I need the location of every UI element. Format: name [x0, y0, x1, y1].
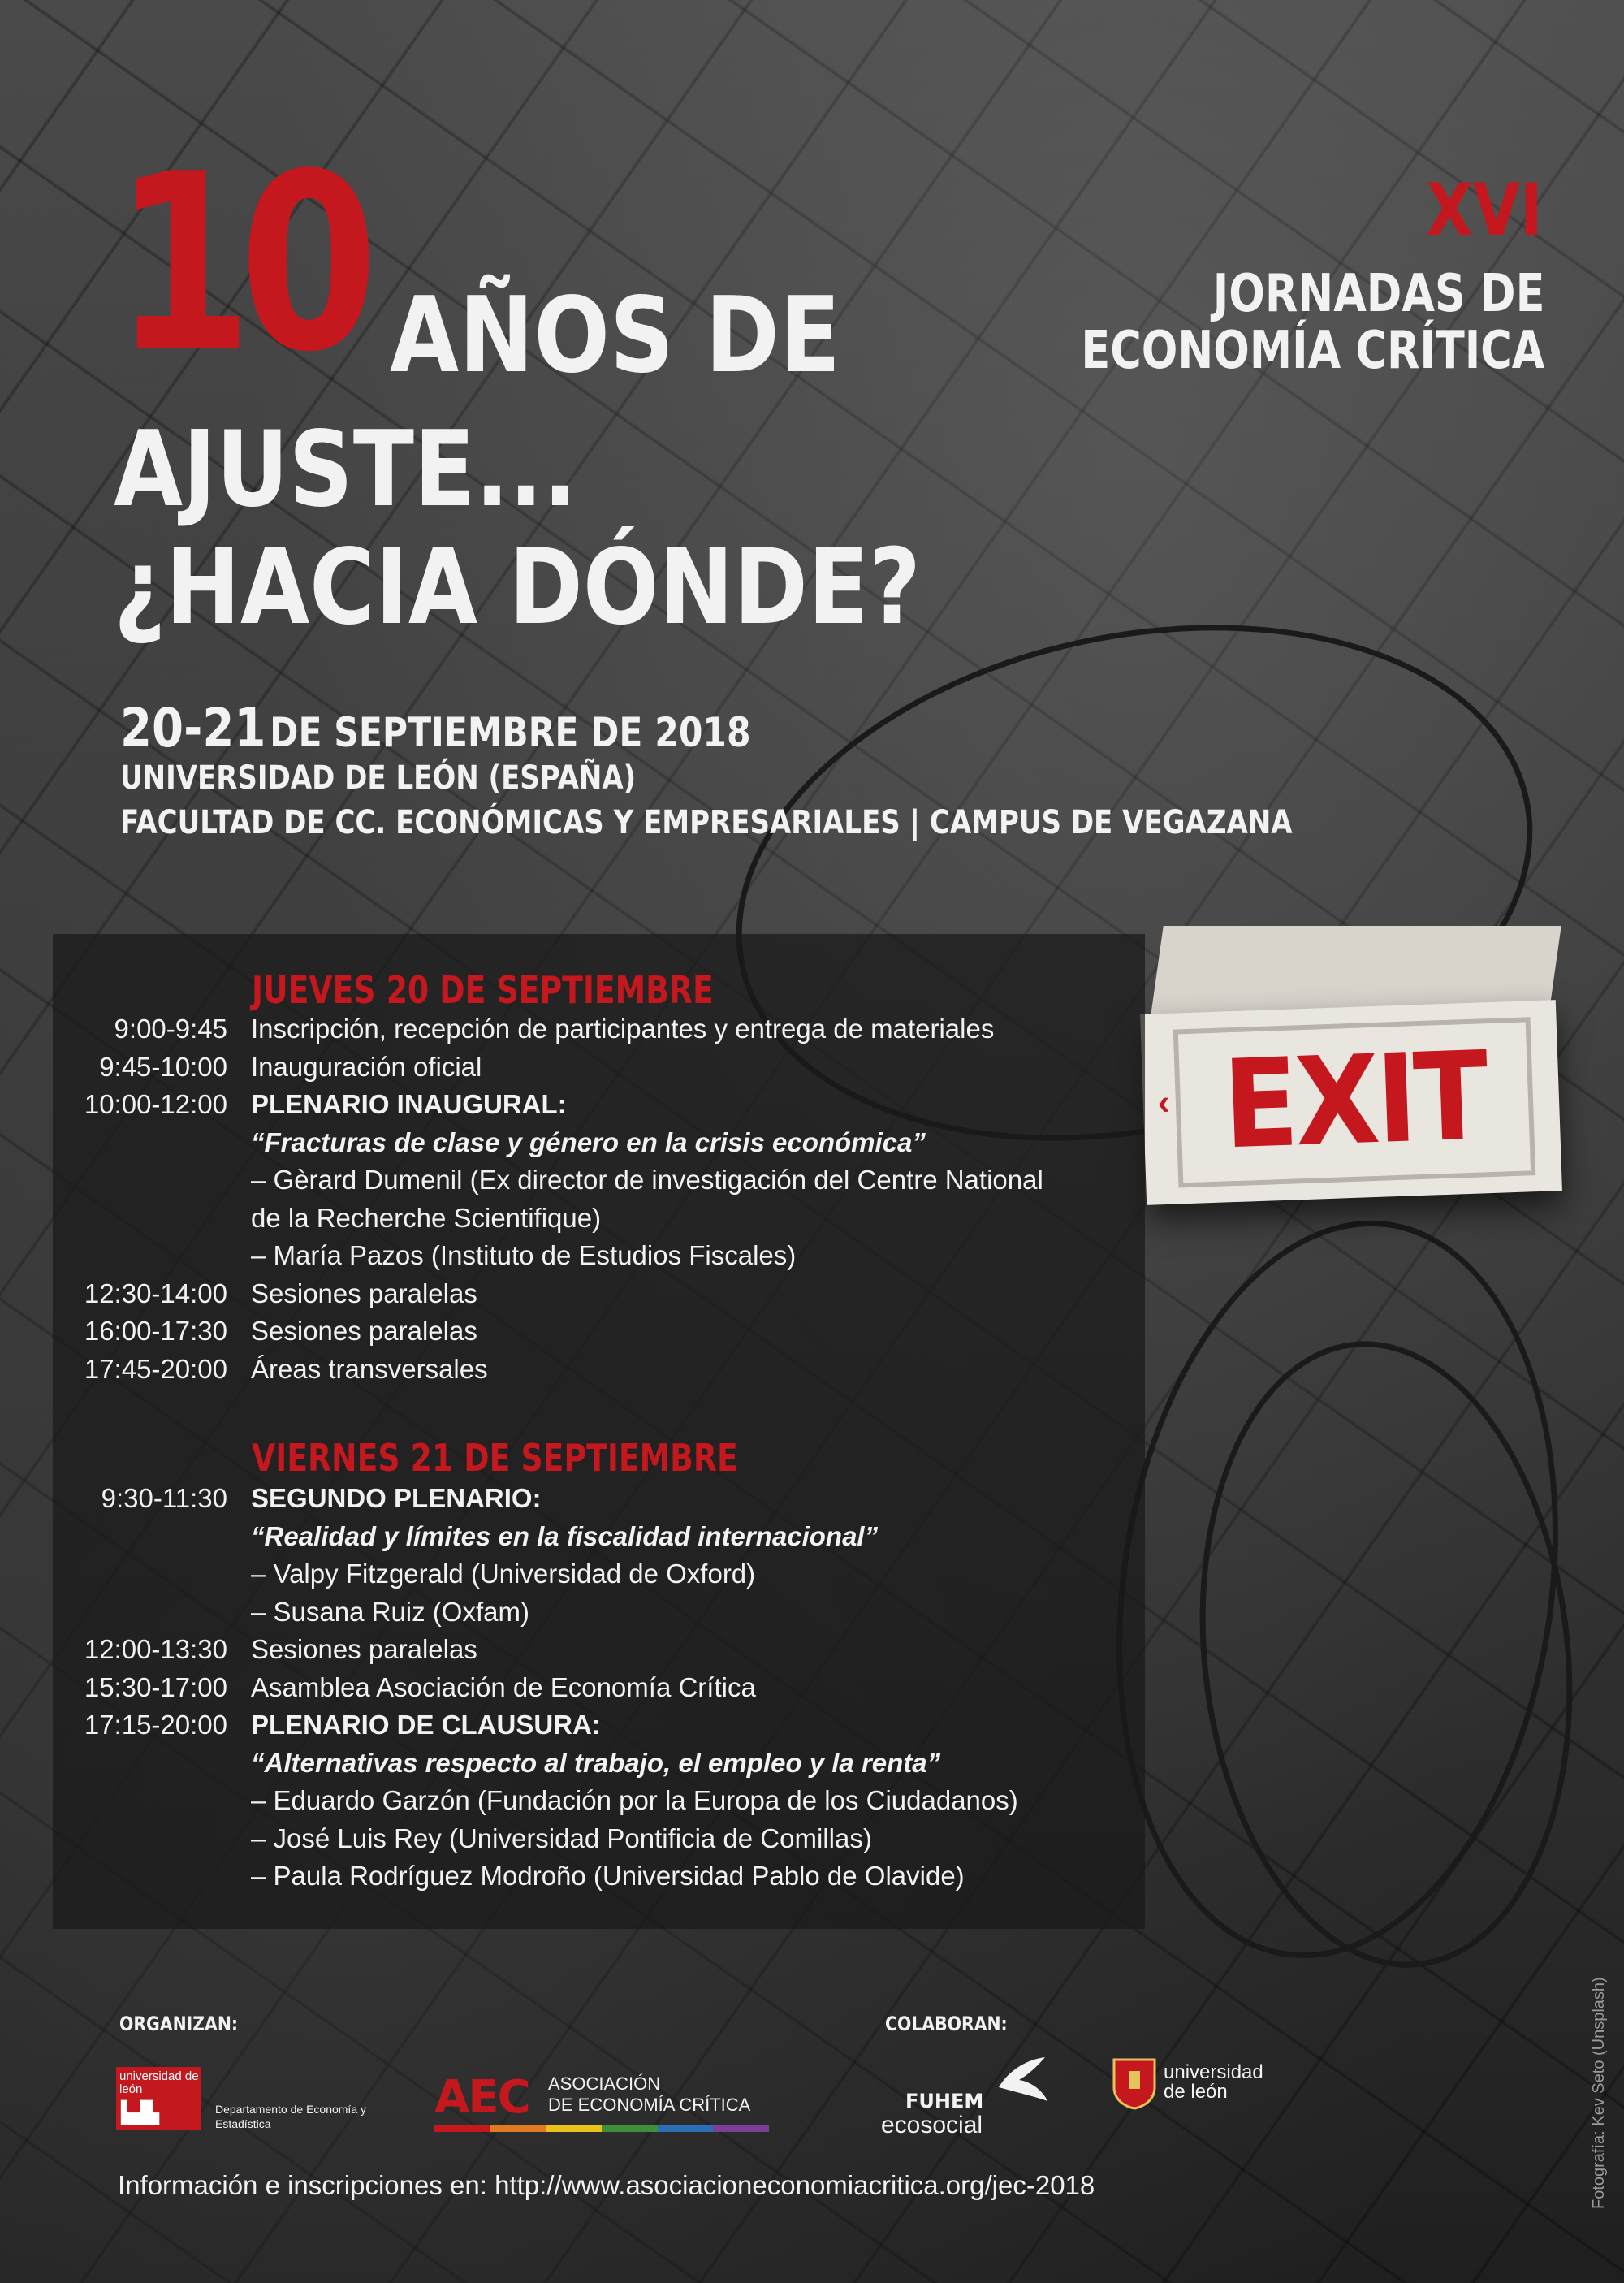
- schedule-row: [0, 1240, 1153, 1278]
- schedule-row: [0, 1278, 1153, 1316]
- ule-department: Departamento de Economía y Estadística: [215, 2103, 366, 2130]
- aec-color-segment: [713, 2125, 769, 2132]
- exit-sign: [1140, 1000, 1562, 1205]
- edition-number: XVI: [1426, 168, 1543, 252]
- schedule-row: [0, 1748, 1153, 1785]
- schedule-text: – Gèrard Dumenil (Ex director de investigación del Centre National: [251, 1165, 1043, 1195]
- schedule-row: [0, 1127, 1153, 1165]
- aec-color-bar: [434, 2125, 769, 2132]
- schedule-text: PLENARIO DE CLAUSURA:: [251, 1710, 601, 1740]
- edition-title-1: JORNADAS DE: [1212, 264, 1544, 324]
- schedule-text: Sesiones paralelas: [251, 1634, 477, 1664]
- schedule-text: – José Luis Rey (Universidad Pontificia de Comillas): [251, 1823, 872, 1853]
- fuhem-name: FUHEM: [905, 2090, 984, 2112]
- schedule-text: PLENARIO INAUGURAL:: [251, 1089, 567, 1119]
- schedule-text: “Realidad y límites en la fiscalidad internacional”: [251, 1520, 879, 1551]
- aec-name-line-1: ASOCIACIÓN: [548, 2073, 661, 2094]
- ule-logo: [116, 2067, 201, 2130]
- day-2-heading: VIERNES 21 DE SEPTIEMBRE: [252, 1436, 738, 1480]
- aec-color-segment: [490, 2125, 546, 2132]
- ule-logo-text: universidad de león: [119, 2069, 199, 2096]
- schedule-text: Asamblea Asociación de Economía Crítica: [251, 1671, 756, 1702]
- schedule-text: Sesiones paralelas: [251, 1316, 477, 1346]
- schedule-time: 9:45-10:00: [99, 1051, 227, 1082]
- edition-title-2: ECONOMÍA CRÍTICA: [1080, 321, 1544, 381]
- schedule-time: 9:30-11:30: [101, 1483, 227, 1513]
- schedule-time: 10:00-12:00: [84, 1089, 227, 1119]
- schedule-text: Áreas transversales: [251, 1353, 488, 1384]
- schedule-row: [0, 1597, 1153, 1634]
- event-date: [120, 697, 751, 759]
- schedule-time: 17:45-20:00: [84, 1353, 227, 1384]
- aec-color-segment: [546, 2125, 602, 2132]
- venue-university: UNIVERSIDAD DE LEÓN (ESPAÑA): [120, 759, 637, 797]
- schedule-time: 17:15-20:00: [84, 1710, 227, 1740]
- schedule-time: 12:00-13:30: [84, 1634, 227, 1664]
- venue-faculty: FACULTAD DE CC. ECONÓMICAS Y EMPRESARIALES | CAMPUS DE VEGAZANA: [120, 804, 1293, 841]
- schedule-text: – Valpy Fitzgerald (Universidad de Oxford): [251, 1559, 756, 1589]
- schedule-time: 9:00-9:45: [114, 1014, 227, 1044]
- organizers-label: ORGANIZAN:: [119, 2013, 239, 2035]
- schedule-text: “Alternativas respecto al trabajo, el empleo y la renta”: [251, 1747, 941, 1778]
- schedule-text: – Eduardo Garzón (Fundación por la Europa de los Ciudadanos): [251, 1785, 1018, 1815]
- schedule-row: [0, 1316, 1153, 1353]
- ule-collab-line-2: de león: [1164, 2081, 1228, 2103]
- schedule-row: [0, 1203, 1153, 1240]
- schedule-row: [0, 1014, 1153, 1051]
- schedule-row: [0, 1521, 1153, 1559]
- schedule-row: [0, 1165, 1153, 1202]
- schedule-row: [0, 1559, 1153, 1596]
- schedule-text: – Susana Ruiz (Oxfam): [251, 1596, 529, 1627]
- aec-color-segment: [434, 2125, 490, 2132]
- photo-credit: Fotografía: Kev Seto (Unsplash): [1590, 1977, 1608, 2209]
- event-date-days: 20-21: [120, 697, 266, 759]
- collaborators-label: COLABORAN:: [885, 2013, 1008, 2035]
- schedule-row: [0, 1710, 1153, 1747]
- schedule-row: [0, 1052, 1153, 1089]
- title-line-1: AÑOS DE: [390, 275, 841, 396]
- ule-logo-mark: ▙▟▙: [121, 2101, 159, 2125]
- event-date-rest: DE SEPTIEMBRE DE 2018: [270, 709, 751, 756]
- schedule-text: “Fracturas de clase y género en la crisis económica”: [251, 1126, 926, 1157]
- ule-shield-icon: [1112, 2056, 1156, 2110]
- aec-name-line-2: DE ECONOMÍA CRÍTICA: [548, 2095, 751, 2115]
- schedule-row: [0, 1672, 1153, 1710]
- schedule-row: [0, 1861, 1153, 1898]
- schedule-text: – Paula Rodríguez Modroño (Universidad Pablo de Olavide): [251, 1861, 965, 1891]
- schedule-text: Sesiones paralelas: [251, 1278, 477, 1308]
- schedule-time: 15:30-17:00: [84, 1671, 227, 1702]
- title-line-3: ¿HACIA DÓNDE?: [114, 527, 921, 648]
- exit-sign-text: EXIT: [1173, 1017, 1536, 1187]
- schedule-time: 16:00-17:30: [84, 1316, 227, 1346]
- title-line-2: AJUSTE...: [114, 409, 577, 530]
- schedule-text: Inauguración oficial: [251, 1051, 482, 1082]
- aec-color-segment: [602, 2125, 658, 2132]
- schedule-text: – María Pazos (Instituto de Estudios Fiscales): [251, 1240, 797, 1270]
- schedule-row: [0, 1354, 1153, 1391]
- ule-collab-line-1: universidad: [1164, 2061, 1263, 2083]
- ule-collab-name: [1164, 2063, 1263, 2102]
- aec-name: [548, 2073, 750, 2116]
- fuhem-subtitle: ecosocial: [881, 2112, 983, 2138]
- title-number: 10: [114, 122, 365, 405]
- fuhem-bird-icon: [995, 2051, 1052, 2108]
- aec-logo: AEC: [434, 2071, 529, 2124]
- schedule-row: [0, 1634, 1153, 1671]
- day-1-heading: JUEVES 20 DE SEPTIEMBRE: [252, 968, 714, 1012]
- schedule-text: SEGUNDO PLENARIO:: [251, 1483, 542, 1513]
- exit-arrow-icon: ‹: [1157, 1082, 1171, 1123]
- schedule-text: de la Recherche Scientifique): [251, 1202, 602, 1233]
- schedule-row: [0, 1785, 1153, 1823]
- aec-color-segment: [658, 2125, 714, 2132]
- schedule-time: 12:30-14:00: [84, 1278, 227, 1308]
- schedule-row: [0, 1823, 1153, 1861]
- schedule-row: [0, 1483, 1153, 1520]
- schedule-row: [0, 1089, 1153, 1126]
- info-link[interactable]: Información e inscripciones en: http://www.asociacioneconomiacritica.org/jec-2018: [118, 2170, 1095, 2200]
- schedule-text: Inscripción, recepción de participantes y entrega de materiales: [251, 1014, 995, 1044]
